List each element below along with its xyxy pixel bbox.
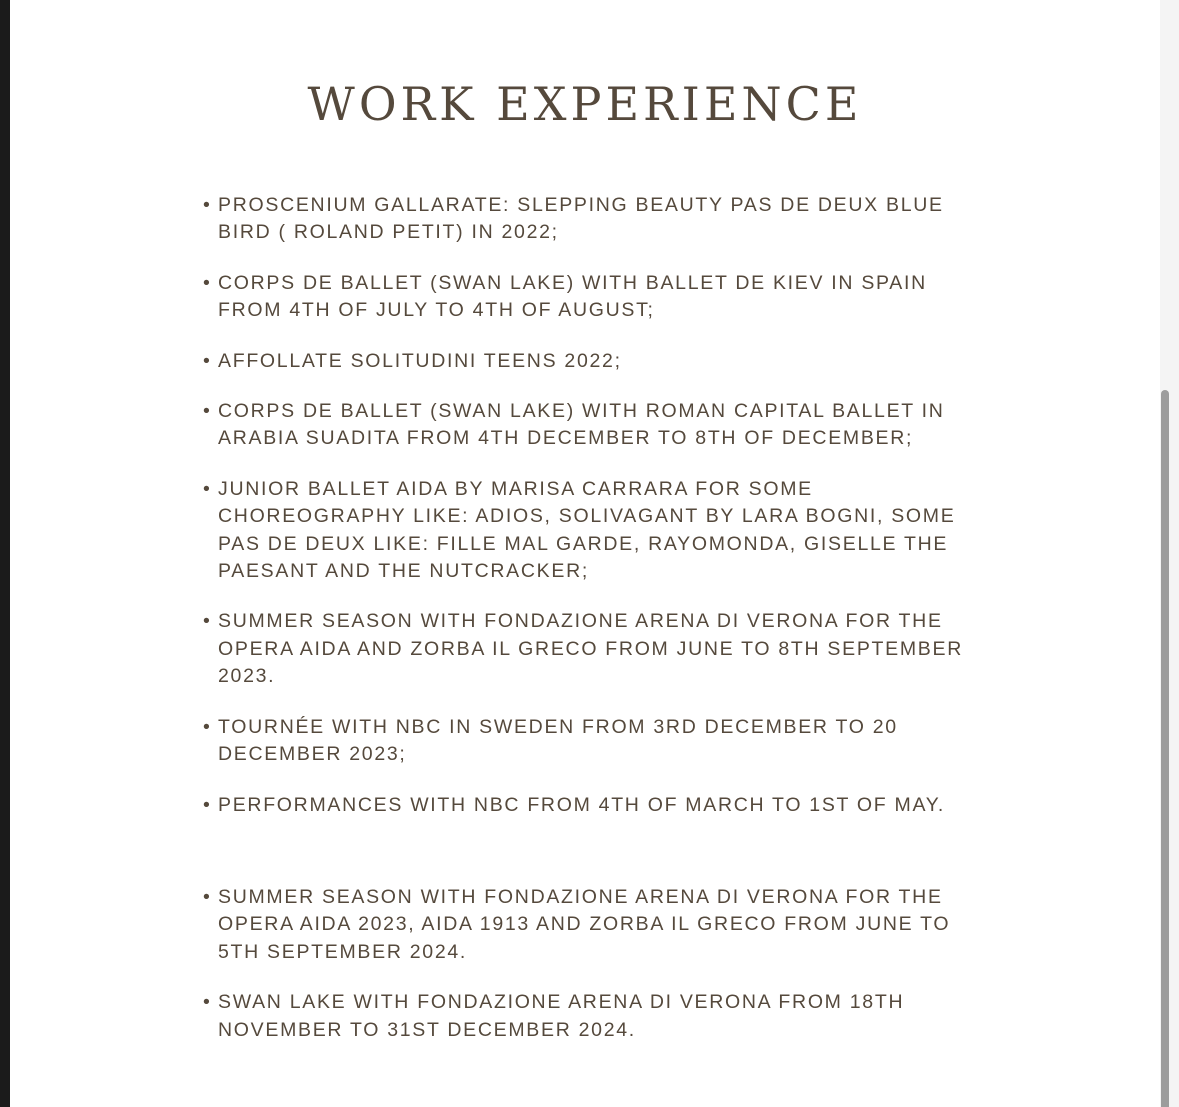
bullet-icon: •	[203, 885, 212, 908]
bullet-icon: •	[203, 349, 212, 372]
bullet-icon: •	[203, 793, 212, 816]
document-viewport	[10, 0, 1160, 1107]
bullet-icon: •	[203, 477, 212, 500]
item-text: SWAN LAKE WITH FONDAZIONE ARENA DI VERONA FROM 18TH NOVEMBER TO 31ST DECEMBER 2024.	[218, 991, 905, 1041]
item-text: AFFOLLATE SOLITUDINI TEENS 2022;	[218, 349, 622, 372]
list-item	[203, 348, 978, 375]
bullet-icon: •	[203, 194, 212, 216]
item-text: SUMMER SEASON WITH FONDAZIONE ARENA DI VERONA FOR THE OPERA AIDA 2023, AIDA 1913 AND ZORBA IL GRECO FROM JUNE TO 5TH SEPTEMBER 2024.	[218, 885, 951, 963]
bullet-icon: •	[203, 400, 212, 423]
item-text: PROSCENIUM GALLARATE: SLEPPING BEAUTY PAS DE DEUX BLUE BIRD ( ROLAND PETIT) IN 2022;	[218, 194, 944, 244]
list-item	[203, 476, 978, 586]
list-item	[203, 398, 978, 453]
scrollbar-thumb[interactable]	[1161, 390, 1169, 1107]
list-item	[203, 989, 978, 1044]
item-text: CORPS DE BALLET (SWAN LAKE) WITH BALLET DE KIEV IN SPAIN FROM 4TH OF JULY TO 4TH OF AUGUST;	[218, 271, 927, 322]
item-text: TOURNÉE WITH NBC IN SWEDEN FROM 3RD DECEMBER TO 20 DECEMBER 2023;	[218, 715, 898, 766]
bullet-icon: •	[203, 991, 212, 1014]
list-item	[203, 884, 978, 966]
bullet-icon: •	[203, 271, 212, 294]
item-text: PERFORMANCES WITH NBC FROM 4TH OF MARCH TO 1ST OF MAY.	[218, 793, 946, 816]
bullet-icon: •	[203, 610, 212, 633]
list-item	[203, 792, 978, 819]
item-text: JUNIOR BALLET AIDA BY MARISA CARRARA FOR SOME CHOREOGRAPHY LIKE: ADIOS, SOLIVAGANT BY LARA BOGNI, SOME PAS DE DEUX LIKE: FILLE MAL GARDE, RAYOMONDA, GISELLE THE PAESANT AND THE NUTCRACKER;	[218, 477, 956, 583]
list-item	[203, 608, 978, 690]
list-item	[203, 714, 978, 769]
list-item	[203, 270, 978, 325]
item-text: CORPS DE BALLET (SWAN LAKE) WITH ROMAN CAPITAL BALLET IN ARABIA SUADITA FROM 4TH DECEMBER TO 8TH OF DECEMBER;	[218, 400, 945, 450]
page-title: WORK EXPERIENCE	[307, 77, 863, 131]
work-experience-list	[203, 192, 978, 1067]
item-text: SUMMER SEASON WITH FONDAZIONE ARENA DI VERONA FOR THE OPERA AIDA AND ZORBA IL GRECO FROM JUNE TO 8TH SEPTEMBER 2023.	[218, 610, 963, 688]
bullet-icon: •	[203, 715, 212, 738]
list-item	[203, 192, 978, 247]
